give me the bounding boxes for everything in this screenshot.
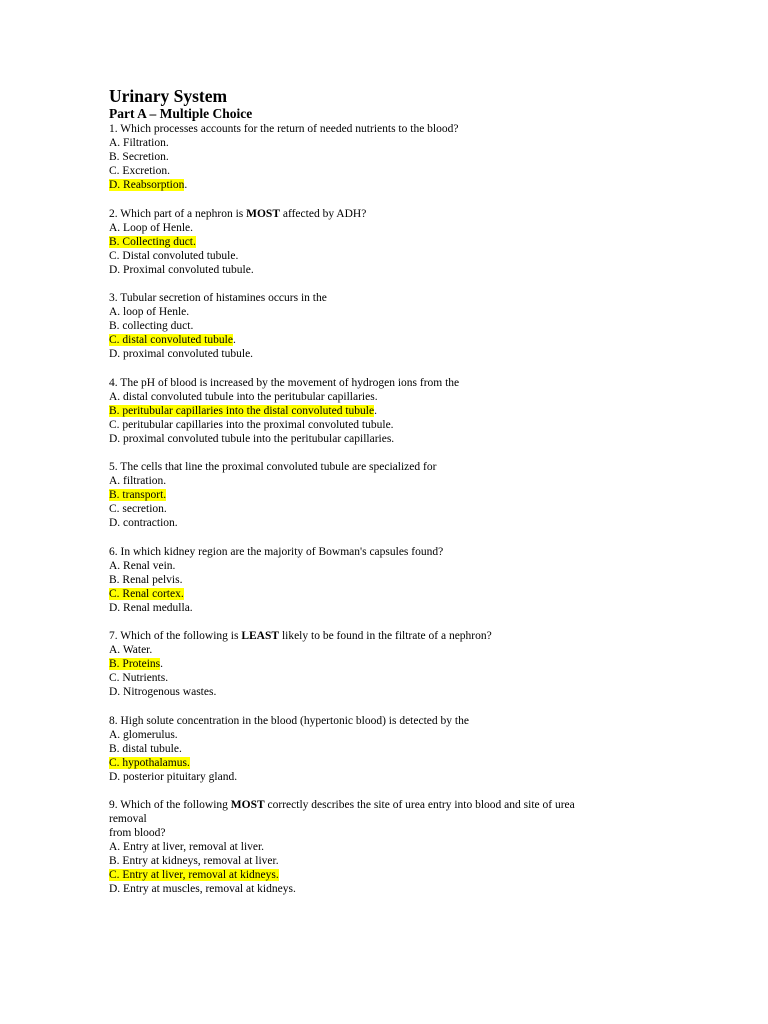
answer-option (109, 728, 669, 742)
answer-option (109, 601, 669, 615)
answer-option (109, 685, 669, 699)
question-text-segment: 3. Tubular secretion of histamines occurs in the (109, 292, 327, 304)
answer-option-highlighted: B. transport. (109, 489, 167, 501)
answer-option-text: A. Loop of Henle. (109, 221, 193, 234)
question-text (109, 122, 669, 136)
answer-option (109, 263, 669, 277)
question-1 (109, 122, 669, 192)
answer-option-tail: . (374, 404, 377, 417)
answer-option (109, 587, 669, 601)
answer-option (109, 221, 669, 235)
answer-option-highlighted: B. Collecting duct. (109, 235, 196, 248)
answer-option (109, 559, 669, 573)
answer-option (109, 868, 669, 882)
answer-option-tail: . (232, 334, 236, 346)
answer-option-highlighted: B. peritubular capillaries into the distal convoluted tubule (109, 404, 375, 417)
question-2 (109, 207, 669, 277)
answer-option (109, 319, 669, 333)
question-text-segment: from blood? (109, 827, 166, 839)
question-text-segment: 8. High solute concentration in the blood (hypertonic blood) is detected by the (109, 714, 469, 727)
question-text-segment: 9. Which of the following (109, 799, 231, 811)
answer-option (109, 333, 669, 347)
section-subtitle: Part A – Multiple Choice (109, 106, 253, 121)
answer-option-text: C. Distal convoluted tubule. (109, 249, 239, 262)
answer-option-highlighted: B. Proteins (109, 658, 161, 670)
answer-option-text: D. Entry at muscles, removal at kidneys. (109, 883, 296, 895)
answer-option-text: B. collecting duct. (109, 320, 194, 332)
answer-option-text: A. loop of Henle. (109, 306, 190, 318)
answer-option-text: D. posterior pituitary gland. (109, 770, 238, 783)
answer-option (109, 488, 669, 502)
question-5 (109, 460, 669, 530)
answer-option (109, 474, 669, 488)
answer-option-tail: . (160, 658, 163, 670)
answer-option-text: A. Water. (109, 644, 153, 656)
answer-option-text: B. Entry at kidneys, removal at liver. (109, 855, 279, 867)
answer-option-text: B. Secretion. (109, 151, 169, 163)
question-text-segment: correctly describes the site of urea entry into blood and site of urea (264, 799, 575, 811)
answer-option-text: D. proximal convoluted tubule into the peritubular capillaries. (109, 432, 395, 445)
answer-option-highlighted: C. Entry at liver, removal at kidneys. (109, 869, 279, 881)
answer-option (109, 390, 669, 404)
question-text-segment: 6. In which kidney region are the majority of Bowman's capsules found? (109, 545, 444, 558)
answer-option-text: A. Filtration. (109, 137, 169, 149)
emphasis-text: LEAST (241, 630, 280, 642)
answer-option (109, 502, 669, 516)
answer-option (109, 516, 669, 530)
answer-option-highlighted: D. Reabsorption (109, 179, 185, 191)
answer-option-text: C. Nutrients. (109, 672, 169, 684)
answer-option (109, 770, 669, 784)
answer-option (109, 742, 669, 756)
answer-option (109, 178, 669, 192)
question-text-segment: 1. Which processes accounts for the return of needed nutrients to the blood? (109, 123, 459, 135)
answer-option (109, 657, 669, 671)
answer-option (109, 235, 669, 249)
emphasis-text: MOST (246, 207, 280, 220)
answer-option-text: A. Entry at liver, removal at liver. (109, 841, 265, 853)
answer-option-text: D. proximal convoluted tubule. (109, 348, 254, 360)
answer-option-highlighted: C. Renal cortex. (109, 587, 184, 600)
answer-option (109, 643, 669, 657)
question-9 (109, 798, 669, 896)
question-text (109, 376, 669, 390)
answer-option (109, 404, 669, 418)
question-text-segment: 7. Which of the following is (109, 630, 242, 642)
answer-option-highlighted: C. hypothalamus. (109, 756, 190, 769)
answer-option (109, 249, 669, 263)
answer-option-tail: . (184, 179, 188, 191)
document-page (109, 86, 669, 911)
question-text (109, 714, 669, 728)
answer-option-text: A. distal convoluted tubule into the peritubular capillaries. (109, 390, 378, 403)
answer-option (109, 164, 669, 178)
answer-option (109, 432, 669, 446)
question-text (109, 291, 669, 305)
question-4 (109, 376, 669, 446)
answer-option (109, 305, 669, 319)
question-text (109, 629, 669, 643)
question-text-segment: 4. The pH of blood is increased by the movement of hydrogen ions from the (109, 376, 460, 389)
question-text-segment: affected by ADH? (280, 207, 367, 220)
emphasis-text: MOST (230, 799, 265, 811)
answer-option-text: C. peritubular capillaries into the proximal convoluted tubule. (109, 418, 394, 431)
question-3 (109, 291, 669, 361)
question-text-segment: likely to be found in the filtrate of a nephron? (279, 630, 492, 642)
answer-option-highlighted: C. distal convoluted tubule (109, 334, 233, 346)
answer-option (109, 671, 669, 685)
question-text (109, 812, 669, 826)
answer-option-text: D. contraction. (109, 517, 178, 529)
answer-option (109, 882, 669, 896)
answer-option-text: A. Renal vein. (109, 559, 176, 572)
answer-option (109, 573, 669, 587)
question-text-segment: 5. The cells that line the proximal convoluted tubule are specialized for (109, 461, 437, 473)
answer-option-text: B. Renal pelvis. (109, 573, 183, 586)
answer-option-text: D. Renal medulla. (109, 601, 193, 614)
question-text (109, 798, 669, 812)
answer-option (109, 840, 669, 854)
answer-option-text: A. filtration. (109, 475, 167, 487)
document-title: Urinary System (109, 86, 228, 106)
answer-option (109, 756, 669, 770)
question-text (109, 826, 669, 840)
answer-option-text: C. Excretion. (109, 165, 170, 177)
answer-option-text: D. Nitrogenous wastes. (109, 686, 217, 698)
question-7 (109, 629, 669, 699)
question-text-segment: 2. Which part of a nephron is (109, 207, 247, 220)
question-text-segment: removal (109, 813, 147, 825)
answer-option (109, 150, 669, 164)
answer-option (109, 347, 669, 361)
answer-option-text: A. glomerulus. (109, 728, 178, 741)
answer-option-text: C. secretion. (109, 503, 167, 515)
question-8 (109, 714, 669, 784)
answer-option (109, 854, 669, 868)
question-text (109, 460, 669, 474)
question-6 (109, 545, 669, 615)
answer-option (109, 136, 669, 150)
answer-option (109, 418, 669, 432)
question-text (109, 207, 669, 221)
question-list (109, 122, 669, 896)
answer-option-text: D. Proximal convoluted tubule. (109, 263, 254, 276)
question-text (109, 545, 669, 559)
answer-option-text: B. distal tubule. (109, 742, 182, 755)
